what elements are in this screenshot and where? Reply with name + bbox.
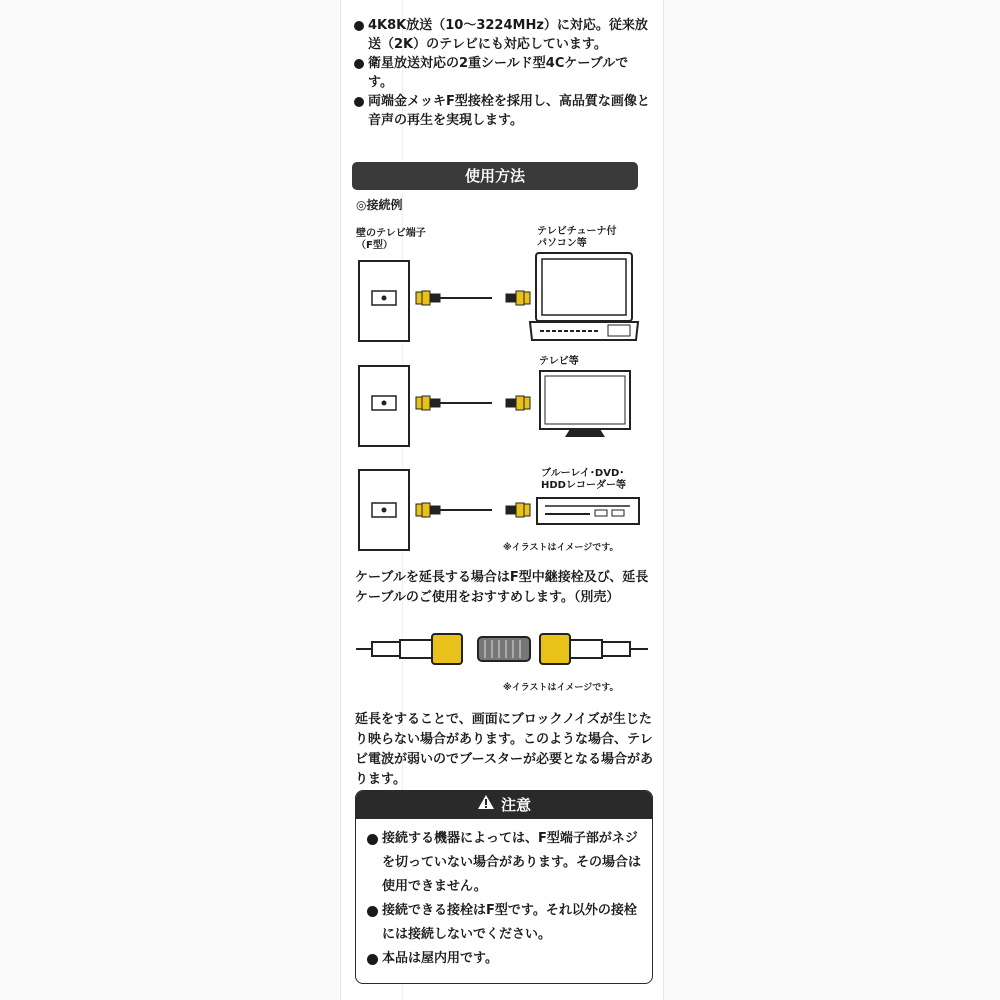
pc-device-label: テレビチューナ付 xyxy=(537,226,617,237)
tv-device-label: テレビ等 xyxy=(539,356,579,367)
laptop-illustration xyxy=(530,253,638,340)
caution-header xyxy=(356,791,652,819)
caution-box xyxy=(355,790,653,984)
connection-example-label: ◎接続例 xyxy=(356,198,403,212)
background-left xyxy=(0,0,338,1000)
feature-item: 4K8K放送（10～3224MHz）に対応。従来放送（2K）のテレビにも対応しています。 xyxy=(352,16,652,54)
feature-item: 両端金メッキF型接栓を採用し、高品質な画像と音声の再生を実現します。 xyxy=(352,92,652,130)
tv-illustration xyxy=(540,371,630,437)
wall-plate-1 xyxy=(359,261,409,341)
extension-text: ケーブルを延長する場合はF型中継接栓及び、延長ケーブルのご使用をおすすめします。（別売） xyxy=(355,570,649,605)
cable-1 xyxy=(416,291,530,305)
cable-3 xyxy=(416,503,530,517)
caution-title: 注意 xyxy=(500,796,531,814)
recorder-illustration xyxy=(537,498,639,524)
extension-illustration xyxy=(356,634,648,664)
wall-plate-2 xyxy=(359,366,409,446)
caution-item: 本品は屋内用です。 xyxy=(366,947,642,971)
illustration-note: ※イラストはイメージです。 xyxy=(503,543,619,553)
illustration-note-2: ※イラストはイメージです。 xyxy=(503,683,619,693)
caution-item: 接続する機器によっては、F型端子部がネジを切っていない場合があります。その場合は使用できません。 xyxy=(366,827,642,899)
noise-note: 延長をすることで、画面にブロックノイズが生じたり映らない場合があります。このような場合、テレビ電波が弱いのでブースターが必要となる場合があります。 xyxy=(355,712,653,787)
wall-terminal-type-label: （F型） xyxy=(356,240,393,251)
wall-plate-3 xyxy=(359,470,409,550)
recorder-device-label-2: HDDレコーダー等 xyxy=(541,480,626,491)
warning-icon xyxy=(477,791,495,819)
usage-title-bar: 使用方法 xyxy=(352,162,638,190)
cable-2 xyxy=(416,396,530,410)
caution-list xyxy=(356,819,652,971)
pc-device-label-2: パソコン等 xyxy=(537,238,587,249)
caution-item: 接続できる接栓はF型です。それ以外の接栓には接続しないでください。 xyxy=(366,899,642,947)
recorder-device-label: ブルーレイ･DVD･ xyxy=(541,468,625,479)
wall-terminal-label: 壁のテレビ端子 xyxy=(356,228,426,239)
feature-item: 衛星放送対応の2重シールド型4Cケーブルです。 xyxy=(352,54,652,92)
background-right xyxy=(662,0,1000,1000)
